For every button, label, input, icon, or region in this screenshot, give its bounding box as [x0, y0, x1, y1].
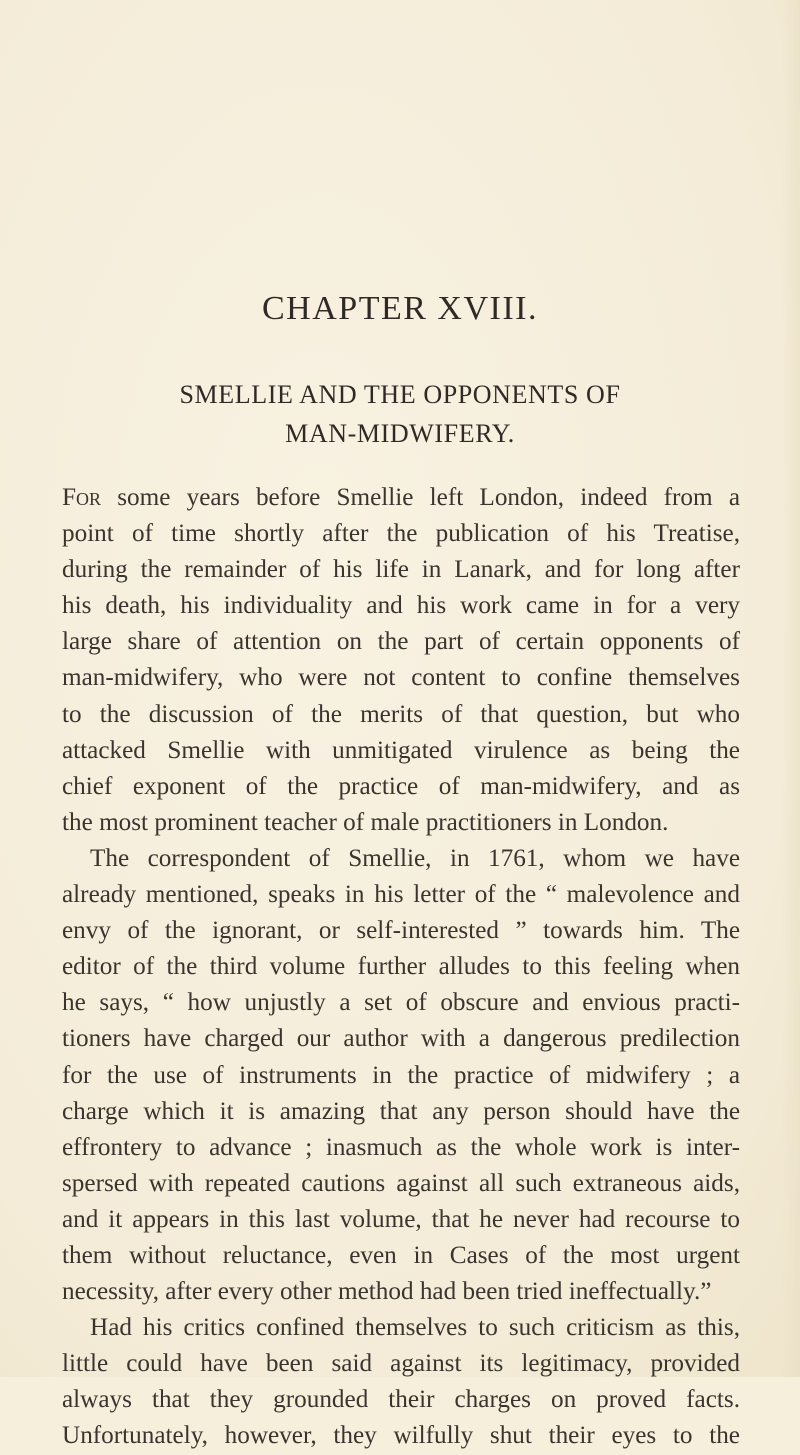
text-line: attacked Smellie with unmitigated virulence as being the — [62, 736, 740, 764]
opening-word: For — [62, 484, 102, 511]
text-line: the most prominent teacher of male practitioners in London. — [62, 808, 669, 836]
text-line: to the discussion of the merits of that question, but who — [62, 700, 740, 728]
text-line-content: some years before Smellie left London, indeed from a — [101, 484, 740, 511]
text-line: during the remainder of his life in Lanark, and for long after — [62, 556, 740, 584]
text-line: chief exponent of the practice of man-midwifery, and as — [62, 772, 740, 800]
chapter-heading: CHAPTER XVIII. — [262, 290, 538, 327]
text-line: editor of the third volume further alludes to this feeling when — [62, 953, 740, 981]
text-line: tioners have charged our author with a dangerous predilection — [62, 1025, 740, 1053]
text-line: already mentioned, speaks in his letter of the “ malevolence and — [62, 881, 740, 909]
text-line: his death, his individuality and his work came in for a very — [62, 592, 740, 620]
chapter-subtitle-line-2: MAN-MIDWIFERY. — [285, 419, 515, 448]
text-line: little could have been said against its legitimacy, provided — [62, 1350, 740, 1378]
text-line: charge which it is amazing that any person should have the — [62, 1097, 740, 1125]
body-text — [62, 480, 740, 1455]
text-line — [62, 480, 740, 516]
text-line: them without reluctance, even in Cases of the most urgent — [62, 1241, 740, 1269]
text-line: spersed with repeated cautions against all such extraneous aids, — [62, 1169, 740, 1197]
text-line: man-midwifery, who were not content to confine themselves — [62, 664, 740, 692]
text-line: point of time shortly after the publication of his Treatise, — [62, 520, 740, 548]
text-line: Unfortunately, however, they wilfully shut their eyes to the — [62, 1422, 740, 1450]
text-line: and it appears in this last volume, that he never had recourse to — [62, 1205, 740, 1233]
text-line: large share of attention on the part of certain opponents of — [62, 628, 740, 656]
text-line: envy of the ignorant, or self-interested ” towards him. The — [62, 917, 740, 945]
page-edge-shadow — [782, 0, 800, 1377]
text-line: for the use of instruments in the practice of midwifery ; a — [62, 1061, 740, 1089]
text-line: The correspondent of Smellie, in 1761, whom we have — [90, 844, 740, 872]
text-line: always that they grounded their charges on proved facts. — [62, 1386, 740, 1414]
text-line: Had his critics confined themselves to such criticism as this, — [90, 1314, 740, 1342]
chapter-subtitle-line-1: SMELLIE AND THE OPPONENTS OF — [179, 380, 621, 409]
text-line: he says, “ how unjustly a set of obscure and envious practi- — [62, 989, 740, 1017]
text-line: effrontery to advance ; inasmuch as the whole work is inter- — [62, 1133, 740, 1161]
text-line: necessity, after every other method had been tried ineffectually.” — [62, 1278, 712, 1306]
